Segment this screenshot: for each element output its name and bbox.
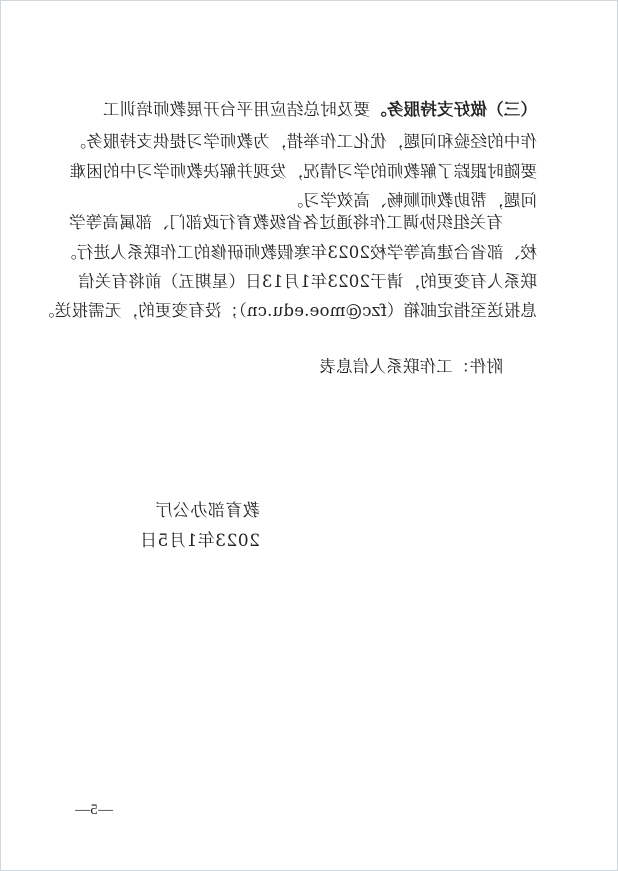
notice-line-2: 校、部省合建高等学校2023年寒假教师研修的工作联系人进行。: [60, 243, 537, 262]
paragraph-3-line-2: 作中的经验和问题，优化工作举措，为教师学习提供支持服务。: [69, 132, 537, 151]
paragraph-3-line-3: 要随时跟踪了解教师的学习情况，发现并解决教师学习中的困难: [69, 162, 537, 181]
page-content: [1, 1, 617, 870]
paragraph-3-line-4: 问题，帮助教师顺畅、高效学习。: [286, 191, 537, 210]
notice-line-1: 有关组织协调工作将通过各省级教育行政部门、部属高等学: [68, 213, 503, 232]
paragraph-3-line-1-text: 要及时总结应用平台开展教师培训工: [102, 100, 370, 119]
issuer-name: 教育部办公厅: [155, 501, 260, 521]
attachment-note: 附件：工作联系人信息表: [319, 357, 503, 376]
paragraph-3-heading: （三）做好支持服务。: [370, 100, 537, 119]
notice-line-4: 息报送至指定邮箱（fzc@moe.edu.cn）；没有变更的，无需报送。: [37, 301, 537, 320]
notice-line-3: 联系人有变更的，请于2023年1月13日（星期五）前将有关信: [78, 272, 537, 291]
page-number: —5—: [74, 802, 113, 818]
paragraph-3-line-1: [103, 99, 537, 121]
issue-date: 2023年1月5日: [139, 531, 260, 551]
